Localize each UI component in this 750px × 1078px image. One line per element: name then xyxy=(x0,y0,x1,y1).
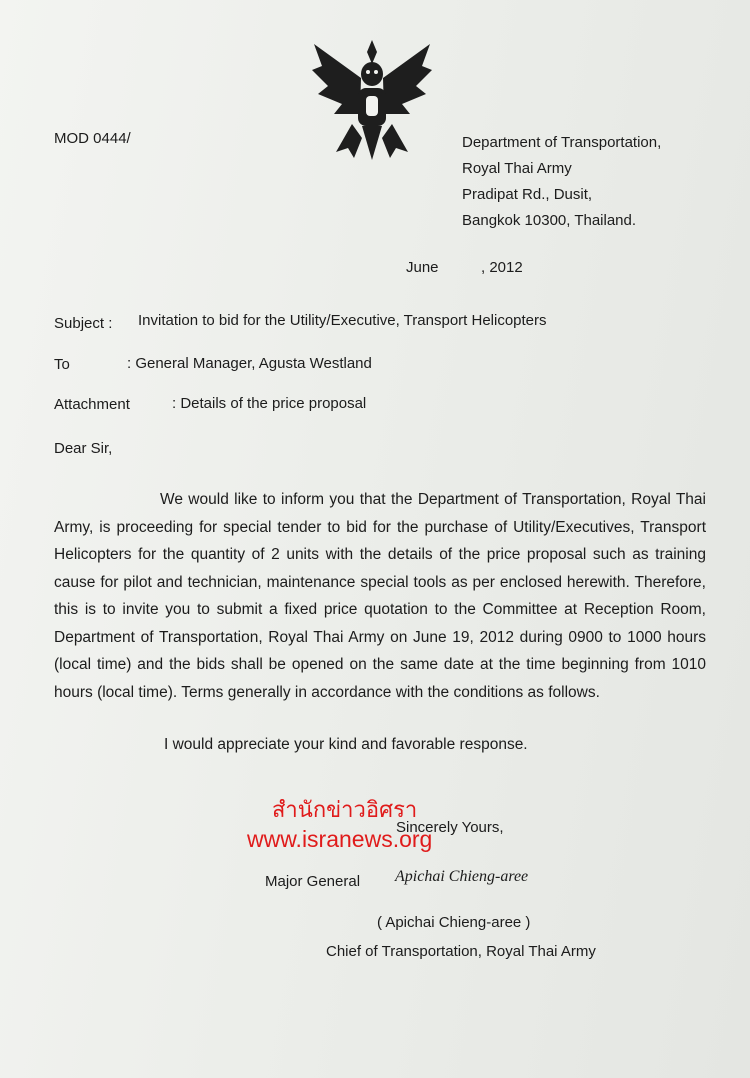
garuda-emblem-icon xyxy=(308,34,436,164)
address-line: Bangkok 10300, Thailand. xyxy=(462,212,637,229)
subject-label: Subject : xyxy=(54,315,113,332)
letter-body xyxy=(54,486,706,706)
address-line: Department of Transportation, xyxy=(462,134,662,151)
subject-value: Invitation to bid for the Utility/Executive, Transport Helicopters xyxy=(138,312,547,329)
address-line: Pradipat Rd., Dusit, xyxy=(462,186,593,203)
sender-address xyxy=(462,130,661,234)
date-year: , 2012 xyxy=(481,259,523,276)
signer-rank: Major General xyxy=(265,873,361,890)
attachment-value: : Details of the price proposal xyxy=(172,395,367,412)
signature: Apichai Chieng-aree xyxy=(395,868,529,885)
attachment-label: Attachment xyxy=(54,396,130,413)
signer-title: Chief of Transportation, Royal Thai Army xyxy=(326,943,596,960)
closing: Sincerely Yours, xyxy=(396,819,504,836)
to-value: : General Manager, Agusta Westland xyxy=(127,355,372,372)
signer-name: ( Apichai Chieng-aree ) xyxy=(377,914,531,931)
watermark-thai: สำนักข่าวอิศรา xyxy=(272,797,418,822)
body-paragraph: We would like to inform you that the Department of Transportation, Royal Thai Army, is proceeding for special tender to bid for the purchase of Utility/Executives, Transport Helicopters for the quantity of 2 units with the details of the price proposal such as training cause for pilot and technician, maintenance special tools as per enclosed herewith. Therefore, this is to invite you to submit a fixed price quotation to the Committee at Reception Room, Department of Transportation, Royal Thai Army on June 19, 2012 during 0900 to 1000 hours (local time) and the bids shall be opened on the same date at the time beginning from 1010 hours (local time). Terms generally in accordance with the conditions as follows. xyxy=(54,491,706,701)
to-label: To xyxy=(54,356,70,373)
date-month: June xyxy=(406,259,439,276)
reference-number: MOD 0444/ xyxy=(54,130,131,147)
salutation: Dear Sir, xyxy=(54,440,113,457)
appreciation-line: I would appreciate your kind and favorable response. xyxy=(164,736,528,753)
address-line: Royal Thai Army xyxy=(462,160,572,177)
watermark-url: www.isranews.org xyxy=(247,826,433,852)
